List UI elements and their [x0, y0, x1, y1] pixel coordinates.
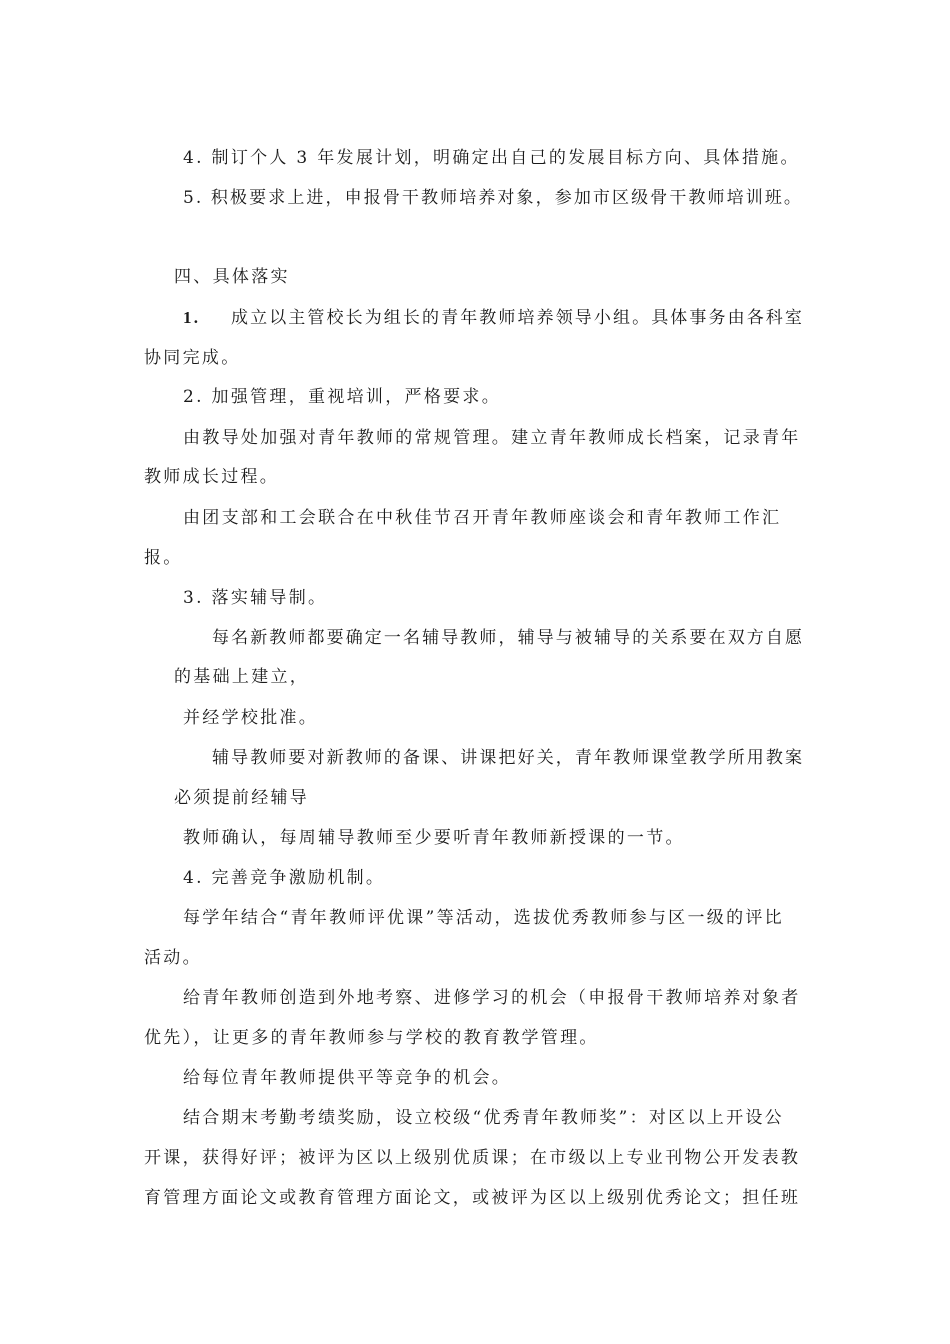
paragraph-line: 结合期末考勤考绩奖励，设立校级“优秀青年教师奖”：对区以上开设公	[183, 1108, 784, 1128]
paragraph-line: 给每位青年教师提供平等竞争的机会。	[183, 1068, 512, 1088]
subsection-heading: 3. 落实辅导制。	[183, 588, 328, 608]
paragraph-line: 开课，获得好评；被评为区以上级别优质课；在市级以上专业刊物公开发表教	[144, 1148, 801, 1168]
paragraph-line: 辅导教师要对新教师的备课、讲课把好关，青年教师课堂教学所用教案	[212, 748, 805, 768]
paragraph-line: 必须提前经辅导	[174, 788, 310, 808]
paragraph-line: 报。	[144, 548, 183, 568]
paragraph-line: 给青年教师创造到外地考察、进修学习的机会（申报骨干教师培养对象者	[183, 988, 801, 1008]
subsection-heading: 2. 加强管理，重视培训，严格要求。	[183, 387, 502, 407]
paragraph-line: 成立以主管校长为组长的青年教师培养领导小组。具体事务由各科室	[231, 308, 804, 328]
subsection-heading: 4. 完善竞争激励机制。	[183, 868, 386, 888]
paragraph-line: 每名新教师都要确定一名辅导教师，辅导与被辅导的关系要在双方自愿	[212, 628, 805, 648]
paragraph-line: 5. 积极要求上进，申报骨干教师培养对象，参加市区级骨干教师培训班。	[183, 188, 804, 208]
paragraph-line: 的基础上建立，	[174, 667, 310, 687]
paragraph-line: 活动。	[144, 948, 202, 968]
paragraph-line: 由团支部和工会联合在中秋佳节召开青年教师座谈会和青年教师工作汇	[183, 508, 782, 528]
paragraph-line: 教师成长过程。	[144, 467, 280, 487]
paragraph-line: 每学年结合“青年教师评优课”等活动，选拔优秀教师参与区一级的评比	[183, 908, 784, 928]
section-heading: 四、具体落实	[174, 267, 290, 287]
paragraph-line: 育管理方面论文或教育管理方面论文，或被评为区以上级别优秀论文；担任班	[144, 1188, 801, 1208]
paragraph-line: 由教导处加强对青年教师的常规管理。建立青年教师成长档案，记录青年	[183, 428, 801, 448]
paragraph-line: 4. 制订个人 3 年发展计划，明确定出自己的发展目标方向、具体措施。	[183, 148, 800, 168]
paragraph-line: 协同完成。	[144, 348, 241, 368]
list-number: 1.	[183, 308, 201, 327]
paragraph-line: 教师确认，每周辅导教师至少要听青年教师新授课的一节。	[183, 828, 685, 848]
paragraph-line: 优先），让更多的青年教师参与学校的教育教学管理。	[144, 1028, 599, 1048]
paragraph-line: 并经学校批准。	[183, 708, 319, 728]
